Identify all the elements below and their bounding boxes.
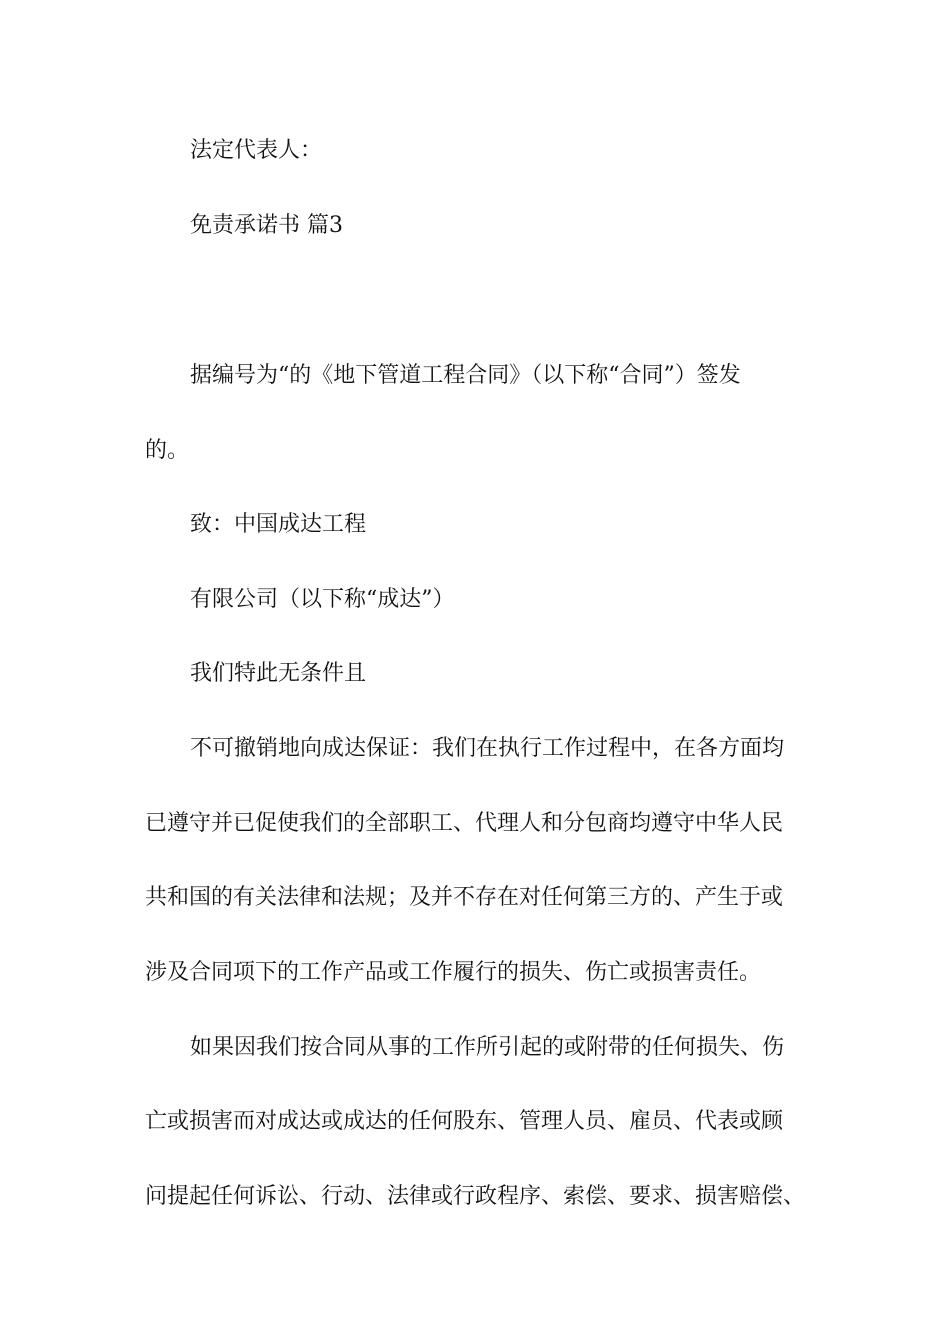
paragraph-line: 涉及合同项下的工作产品或工作履行的损失、伤亡或损害责任。: [145, 960, 762, 985]
paragraph-line: 亡或损害而对成达或成达的任何股东、管理人员、雇员、代表或顾: [145, 1109, 784, 1134]
paragraph-line: 如果因我们按合同从事的工作所引起的或附带的任何损失、伤: [190, 1035, 785, 1060]
paragraph-line: 我们特此无条件且: [190, 661, 367, 686]
addressee-line: 致：中国成达工程: [190, 512, 367, 537]
section-heading: 免责承诺书 篇3: [190, 213, 343, 238]
paragraph-line: 已遵守并已促使我们的全部职工、代理人和分包商均遵守中华人民: [145, 811, 784, 836]
paragraph-line: 不可撤销地向成达保证：我们在执行工作过程中，在各方面均: [190, 736, 785, 761]
paragraph-line: 问提起任何诉讼、行动、法律或行政程序、索偿、要求、损害赔偿、: [145, 1184, 806, 1209]
legal-representative-label: 法定代表人：: [190, 138, 323, 163]
paragraph-line: 的。: [145, 438, 190, 463]
paragraph-line: 据编号为“的《地下管道工程合同》（以下称“合同”）签发: [190, 363, 741, 388]
paragraph-line: 共和国的有关法律和法规；及并不存在对任何第三方的、产生于或: [145, 885, 784, 910]
addressee-line: 有限公司（以下称“成达”）: [190, 587, 455, 612]
